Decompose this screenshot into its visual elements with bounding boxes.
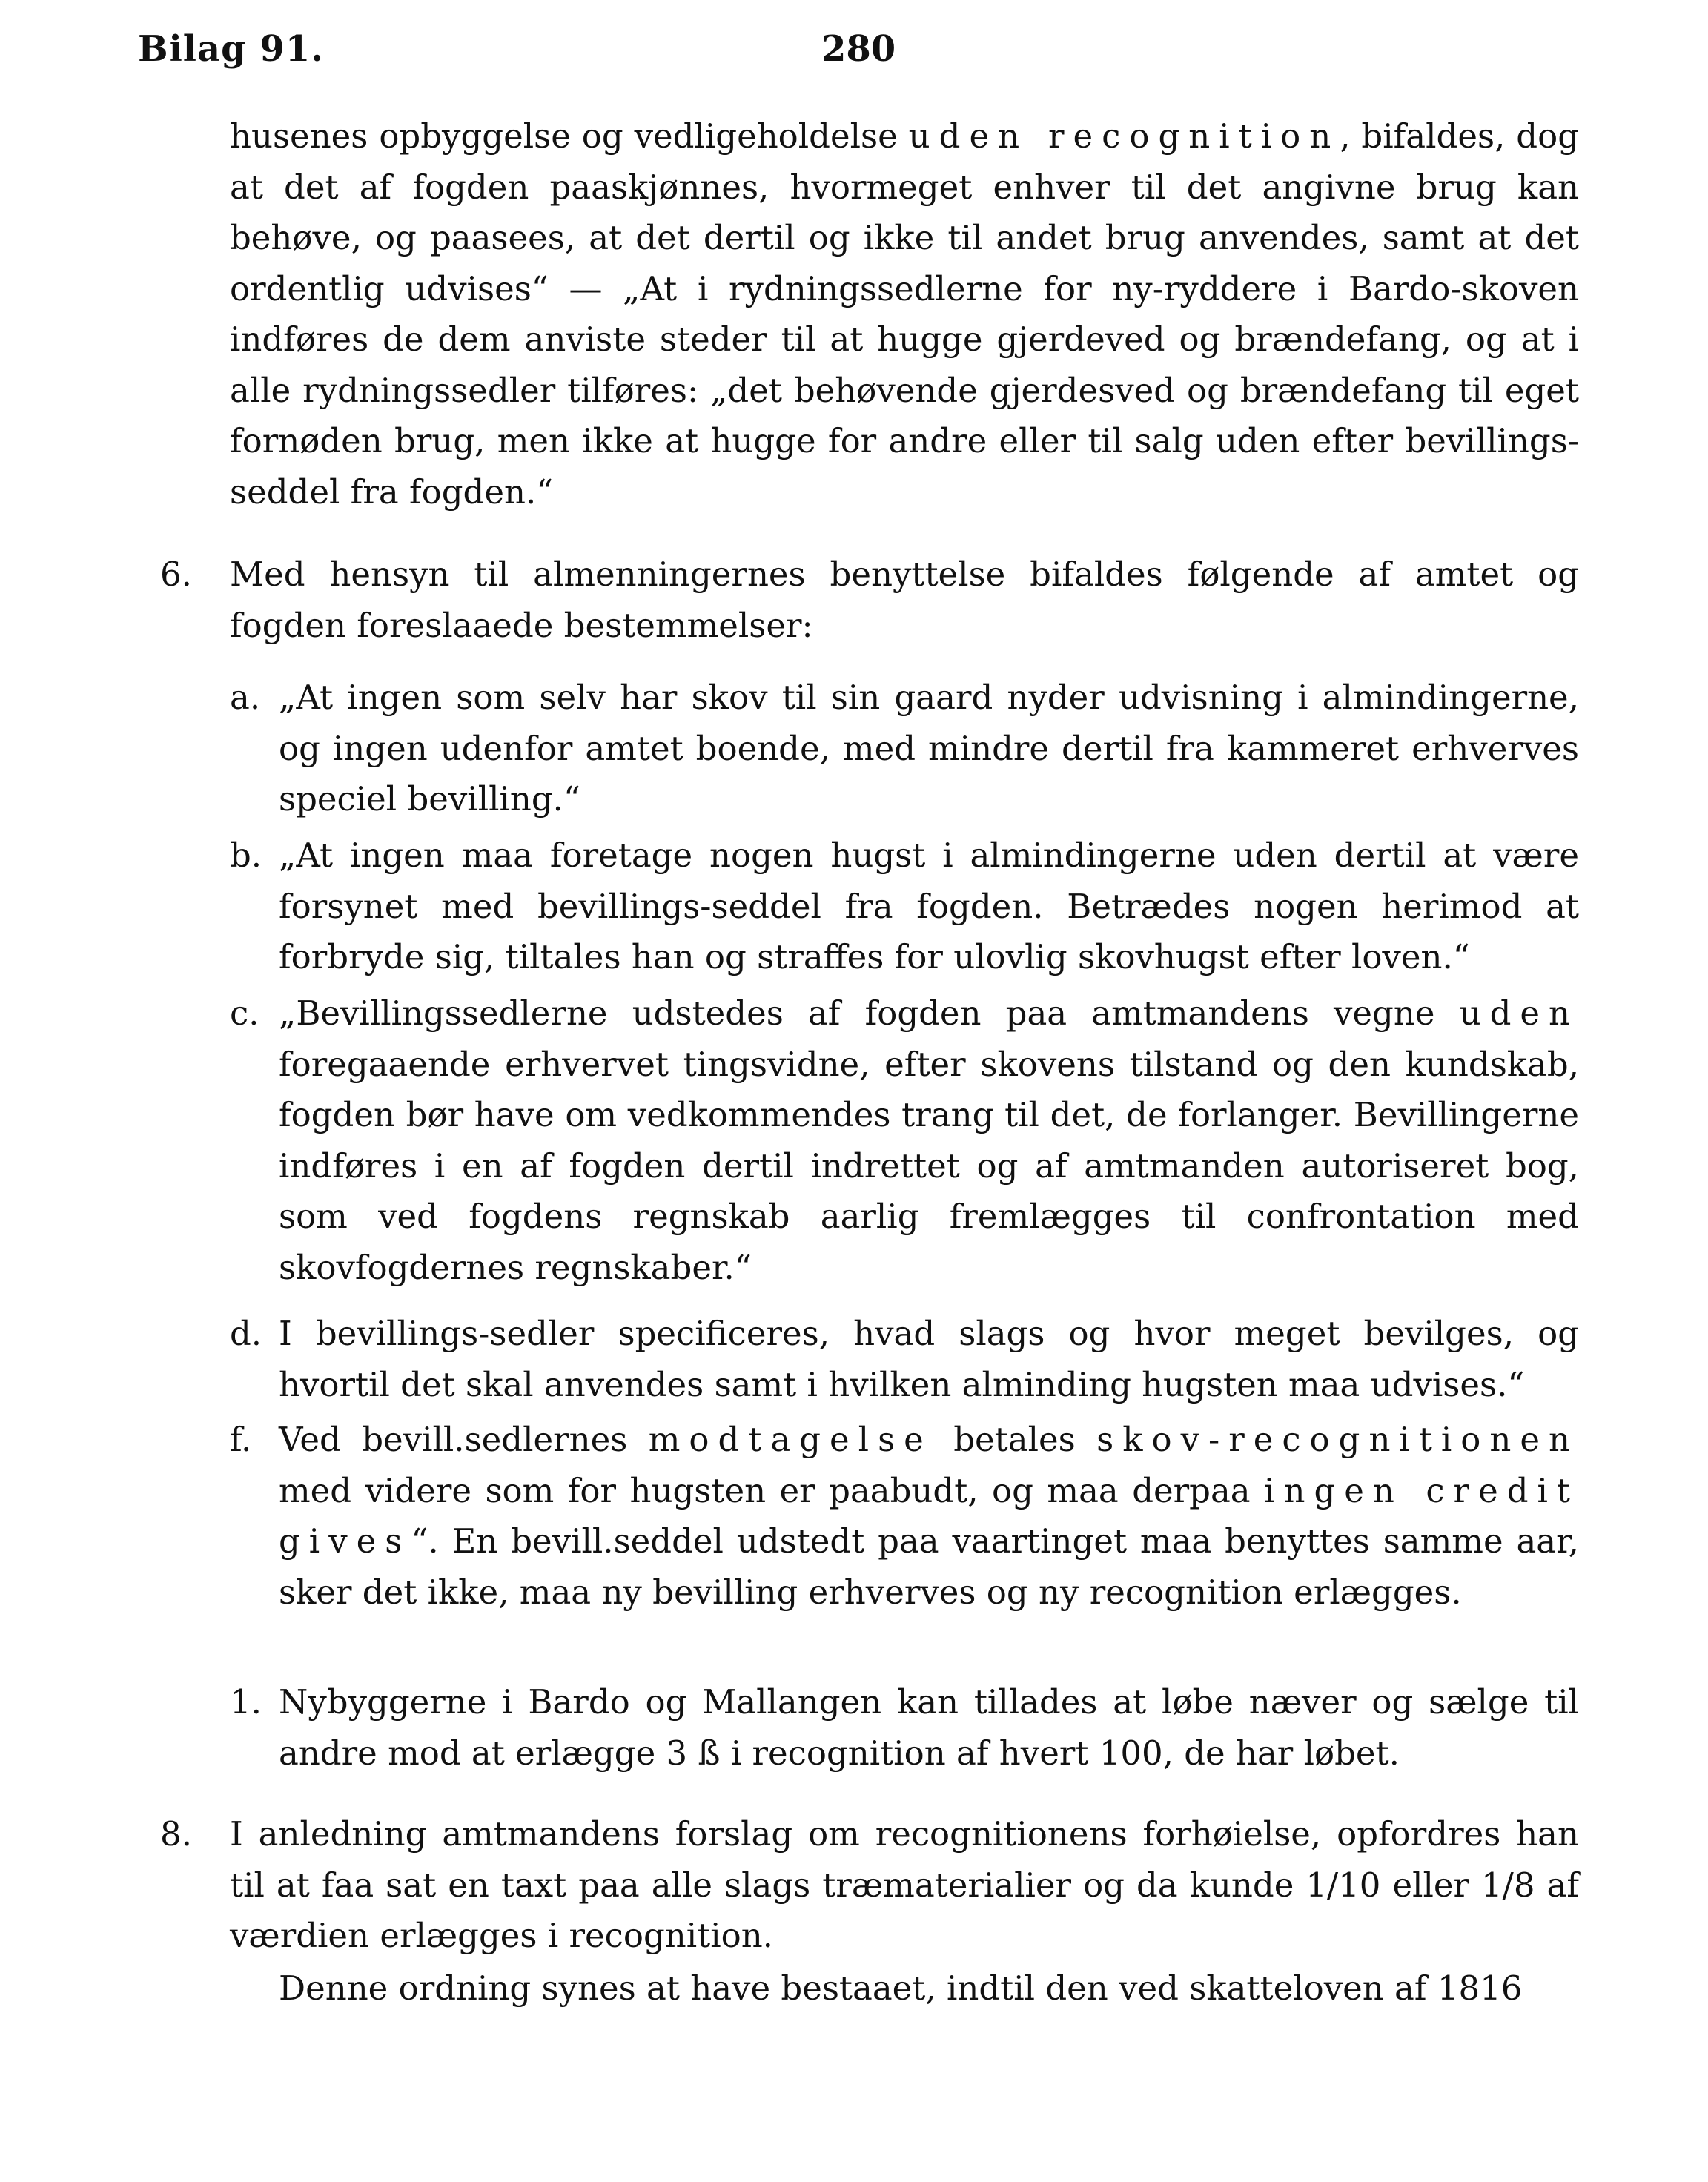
sub-f-text-mid-2: med videre som for hugsten er paabudt, og maa derpaa [279, 1470, 1265, 1510]
sub-item-c-text [279, 988, 1579, 1293]
sub-item-d-text: I bevillings-sedler specificeres, hvad slags og hvor meget bevilges, og hvortil det skal anvendes samt i hvilken alminding hugsten maa udvises.“ [279, 1314, 1579, 1404]
sub-f-spaced-1: modtagelse [648, 1420, 933, 1459]
page-number: 280 [821, 28, 896, 70]
closing-paragraph: Denne ordning synes at have bestaaet, indtil den ved skatteloven af 1816 [279, 1968, 1523, 2008]
sub-item-b-text: „At ingen maa foretage nogen hugst i almindingerne uden dertil at være forsynet med bevillings-seddel fra fogden. Betrædes nogen herimod at forbryde sig, tiltales han og straffes for ulovlig skovhugst efter loven.“ [279, 836, 1579, 976]
intro-paragraph [230, 111, 1579, 518]
sub-item-c-label: c. [230, 994, 259, 1033]
intro-text-end: , bifaldes, dog at det af fogden paaskjønnes, hvormeget enhver til det angivne brug kan behøve, og paasees, at det dertil og ikke til andet brug anvendes, samt at det ordentlig udvises“ — „At i rydningssedlerne for ny-ryddere i Bardo-skoven indføres de dem anviste steder til at hugge gjerdeved og brændefang, og at i alle rydningssedler tilføres: „det behøvende gjerdesved og brændefang til eget fornøden brug, men ikke at hugge for andre eller til salg uden efter bevillings-seddel fra fogden.“ [230, 116, 1579, 512]
item-8-text [230, 1809, 1579, 1962]
appendix-label: Bilag 91. [138, 28, 324, 70]
fraction-one-tenth: 1/10 [1305, 1865, 1381, 1905]
sub-f-text-end: “. En bevill.seddel udstedt paa vaartinget maa benyttes samme aar, sker det ikke, maa ny bevilling erhverves og ny recognition erlægges. [279, 1521, 1579, 1612]
sub-item-1-text: Nybyggerne i Bardo og Mallangen kan tillades at løbe næver og sælge til andre mod at erlægge 3 ß i recognition af hvert 100, de har løbet. [279, 1682, 1579, 1773]
sub-f-spaced-3: ingen credit gives [279, 1470, 1579, 1561]
sub-c-spaced-word: uden [1459, 994, 1579, 1033]
sub-item-a-text: „At ingen som selv har skov til sin gaard nyder udvisning i almindingerne, og ingen udenfor amtet boende, med mindre dertil fra kammeret erhverves speciel bevilling.“ [279, 678, 1579, 819]
item-8-text-end: af værdien erlægges i recognition. [230, 1865, 1579, 1955]
sub-f-text-mid-1: betales [932, 1420, 1097, 1459]
sub-item-d-label: d. [230, 1314, 262, 1353]
sub-item-f-text [279, 1415, 1579, 1618]
sub-c-text-end: foregaaende erhvervet tingsvidne, efter skovens tilstand og den kundskab, fogden bør have om vedkommendes trang til det, de forlanger. Bevillingerne indføres i en af fogden dertil indrettet og af amtmanden autoriseret bog, som ved fogdens regnskab aarlig fremlægges til confrontation med skovfogdernes regnskaber.“ [279, 1044, 1579, 1287]
intro-text-start: husenes opbyggelse og vedligeholdelse [230, 116, 909, 156]
item-8-text-mid: eller [1380, 1865, 1482, 1905]
sub-c-text-start: „Bevillingssedlerne udstedes af fogden paa amtmandens vegne [279, 994, 1460, 1033]
sub-item-b-label: b. [230, 836, 262, 875]
sub-f-text-start: Ved bevill.sedlernes [279, 1420, 649, 1459]
item-6-text: Med hensyn til almenningernes benyttelse bifaldes følgende af amtet og fogden foreslaaede bestemmelser: [230, 555, 1579, 645]
fraction-one-eighth: 1/8 [1481, 1865, 1535, 1905]
item-8-label: 8. [160, 1814, 192, 1854]
sub-item-f-label: f. [230, 1420, 252, 1459]
intro-spaced-phrase: uden recognition [908, 116, 1340, 156]
sub-f-spaced-2: skov-recognitionen [1096, 1420, 1579, 1459]
sub-item-a-label: a. [230, 678, 261, 717]
item-6-label: 6. [160, 555, 192, 594]
sub-item-1-label: 1. [230, 1682, 262, 1722]
item-8-text-start: I anledning amtmandens forslag om recognitionens forhøielse, opfordres han til at faa sat en taxt paa alle slags træmaterialier og da kunde [230, 1814, 1579, 1905]
